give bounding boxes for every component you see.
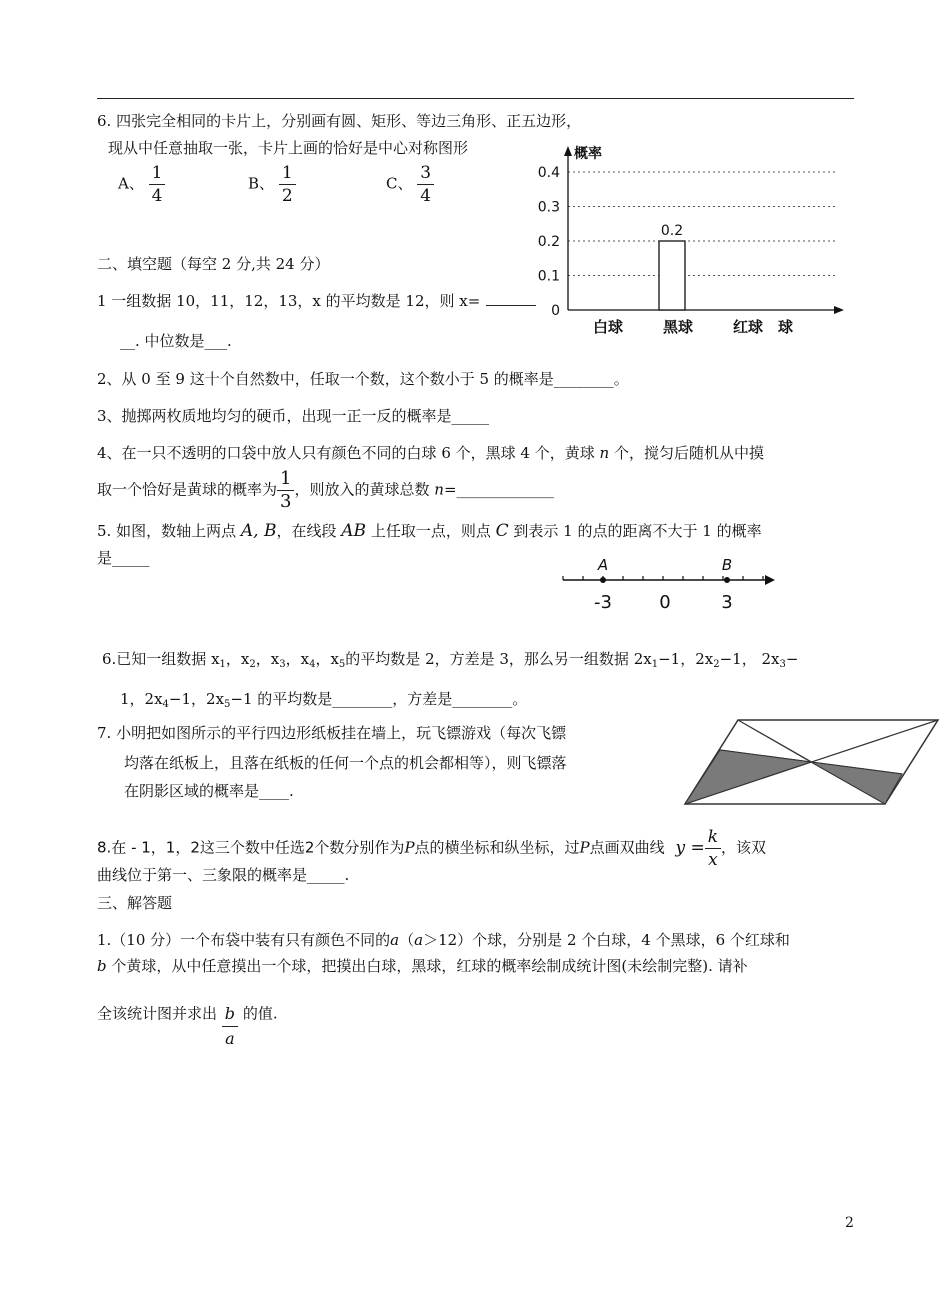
- fill-q8-line1: 8.在 - 1，1，2这三个数中任选2个数分别作为P点的横坐标和纵坐标，过P点画双曲线 y = $\frac{k}{x}$ ，该双: [97, 827, 767, 870]
- point-b-dot: [724, 577, 730, 583]
- solve-q1-line2: b 个黄球，从中任意摸出一个球，把摸出白球，黑球，红球的概率绘制成统计图(未绘制完整). 请补: [97, 957, 748, 975]
- solve-q1-fraction: $\frac{b}{a}$: [222, 1002, 238, 1051]
- bar-黑球: [659, 241, 685, 310]
- number-line-value-label: 0: [659, 592, 671, 613]
- header-rule: [97, 98, 854, 99]
- fill-q1-line1: 1 一组数据 10，11，12，13，x 的平均数是 12，则 x=: [97, 290, 536, 311]
- bar-data-label: 0.2: [660, 223, 684, 239]
- q6-line1: 6. 四张完全相同的卡片上，分别画有圆、矩形、等边三角形、正五边形，: [97, 112, 582, 130]
- y-tick-label: 0.3: [537, 199, 560, 216]
- fill-q7-line1: 7. 小明把如图所示的平行四边形纸板挂在墙上，玩飞镖游戏（每次飞镖: [97, 724, 567, 742]
- solve-q1-line1: 1.（10 分）一个布袋中装有只有颜色不同的a（a＞12）个球，分别是 2 个白球，4 个黑球，6 个红球和: [97, 931, 790, 949]
- x-tick-label: 白球: [592, 318, 624, 336]
- fill-q1-answer-blank[interactable]: [486, 291, 536, 306]
- x-axis-arrow: [834, 306, 844, 314]
- fill-section-header: 二、填空题（每空 2 分,共 24 分）: [97, 255, 330, 273]
- point-a-dot: [600, 577, 606, 583]
- point-a-label: A: [597, 556, 609, 574]
- number-line-value-label: -3: [594, 592, 612, 613]
- fill-q8-fraction: $\frac{k}{x}$: [705, 826, 721, 871]
- solve-q1-line3: 全该统计图并求出 $\frac{b}{a}$ 的值.: [97, 990, 278, 1039]
- y-axis-label: 概率: [574, 146, 602, 162]
- x-tick-label: 红球: [732, 318, 764, 336]
- fill-q6-line1: 6.已知一组数据 $x_1$，$x_2$，$x_3$，$x_4$，$x_5$的平均数是 2，方差是 3，那么另一组数据 $2x_1-1$，$2x_2-1$， $2x_3-$: [102, 650, 799, 670]
- fill-q4-fraction: $\frac{1}{3}$: [277, 468, 294, 513]
- solve-section-header: 三、解答题: [97, 894, 173, 912]
- y-axis-arrow: [564, 146, 572, 156]
- fill-q2: 2、从 0 至 9 这十个自然数中，任取一个数，这个数小于 5 的概率是________。: [97, 370, 629, 388]
- q6-option-b[interactable]: B、 $\frac{1}{2}$: [248, 162, 296, 207]
- fill-q7-line2: 均落在纸板上，且落在纸板的任何一个点的机会都相等），则飞镖落: [124, 754, 567, 772]
- page-number: 2: [845, 1215, 854, 1231]
- x-tick-label: 黑球: [662, 318, 694, 336]
- fill-q5-line1: 5. 如图，数轴上两点 A, B，在线段 AB 上任取一点，则点 C 到表示 1 的点的距离不大于 1 的概率: [97, 521, 762, 541]
- q6-option-b-fraction: $\frac{1}{2}$: [279, 162, 296, 207]
- fill-q7-line3: 在阴影区域的概率是____.: [124, 782, 294, 800]
- fill-q8-line2: 曲线位于第一、三象限的概率是_____.: [97, 866, 350, 884]
- q6-option-c-fraction: $\frac{3}{4}$: [417, 162, 434, 207]
- fill-q6-line2: 1，$2x_4-1$，$2x_5-1$ 的平均数是________，方差是________。: [120, 690, 528, 710]
- y-tick-label: 0: [551, 303, 560, 319]
- number-line-arrow: [765, 575, 775, 585]
- fill-q4-line1: 4、在一只不透明的口袋中放人只有颜色不同的白球 6 个，黑球 4 个，黄球 n 个，搅匀后随机从中摸: [97, 444, 764, 462]
- q6-option-a[interactable]: A、 $\frac{1}{4}$: [118, 162, 165, 207]
- point-b-label: B: [721, 556, 733, 574]
- number-line-figure: [555, 550, 785, 620]
- fill-q1-line2: __. 中位数是___.: [120, 332, 232, 350]
- q6-option-a-fraction: $\frac{1}{4}$: [149, 162, 166, 207]
- parallelogram-figure: [680, 718, 942, 808]
- fill-q3: 3、抛掷两枚质地均匀的硬币，出现一正一反的概率是_____: [97, 407, 490, 425]
- y-tick-label: 0.1: [537, 268, 560, 285]
- number-line-value-label: 3: [721, 592, 733, 613]
- x-axis-label: 球: [778, 318, 794, 336]
- y-tick-label: 0.4: [537, 165, 560, 181]
- probability-bar-chart: [530, 140, 860, 340]
- q6-option-c[interactable]: C、 $\frac{3}{4}$: [386, 162, 434, 207]
- y-tick-label: 0.2: [537, 234, 560, 250]
- fill-q4-line2: 取一个恰好是黄球的概率为 $\frac{1}{3}$ ，则放入的黄球总数 n=_____________: [97, 468, 555, 512]
- fill-q5-line2: 是_____: [97, 549, 150, 567]
- q6-line2: 现从中任意抽取一张，卡片上画的恰好是中心对称图形: [108, 139, 469, 157]
